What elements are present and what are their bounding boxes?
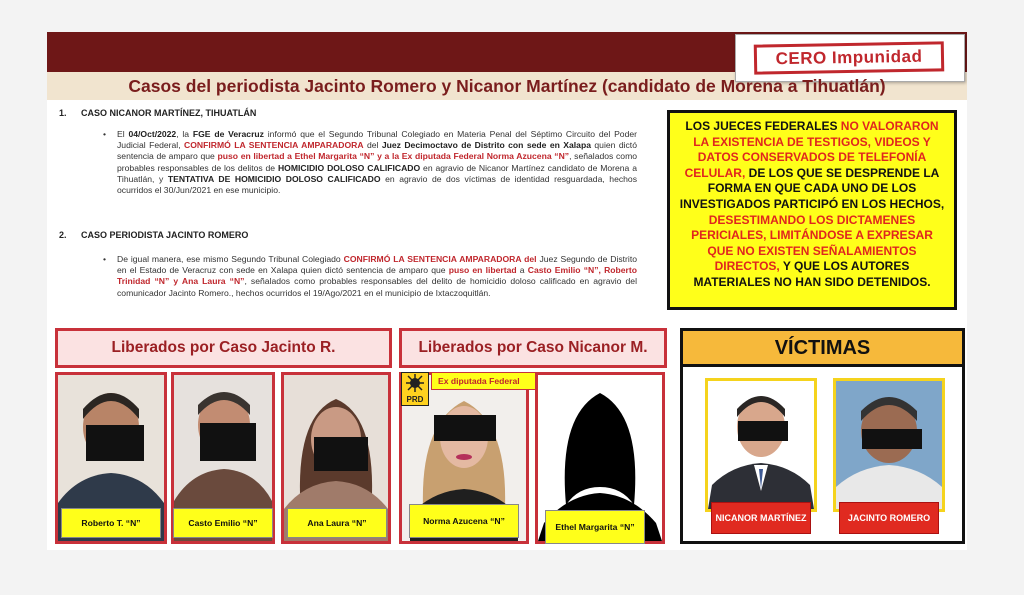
text: , señalados como probables responsables de los delitos de (117, 151, 638, 173)
text: , señalados como probables responsables del delito de homicidio doloso calificado en agravio del comunicador Jacinto Romero., hechos ocurridos el 19/Ago/2021 en el municipio de Ixtaczoquitlán. (117, 276, 637, 298)
name-ethel: Ethel Margarita “N” (545, 510, 645, 544)
photo-jacinto (833, 378, 945, 512)
name-nicanor: NICANOR MARTÍNEZ (711, 502, 811, 534)
confirm-highlight: CONFIRMÓ LA SENTENCIA AMPARADORA del (343, 254, 537, 264)
text: El (117, 129, 129, 139)
sun-icon (402, 373, 428, 393)
confirm-highlight: CONFIRMÓ LA SENTENCIA AMPARADORA (184, 140, 364, 151)
bullet-icon: • (103, 254, 107, 264)
text: del (363, 140, 382, 151)
case-1-date: 04/Oct/2022 (128, 129, 177, 139)
redaction-bar (434, 415, 496, 441)
nicanor-released-banner: Liberados por Caso Nicanor M. (399, 328, 667, 368)
text: Juez Segundo de Distrito en el Estado de Veracruz con sede en Xalapa quien dictó sentencia de amparo que (117, 254, 637, 276)
text: , la (176, 129, 193, 139)
text: en agravio de dos víctimas de identidad resguardada, hechos ocurridos el 30/Jun/2021 en ese municipio. (117, 173, 637, 196)
prd-logo-icon (401, 372, 429, 406)
case-2-paragraph (103, 254, 638, 299)
callout-highlight: DESESTIMANDO LOS DICTAMENES PERICIALES, LIMITÁNDOSE A EXPRESAR QUE NO EXISTEN SEÑALAMIENTOS DIRECTOS, (691, 212, 933, 274)
release-highlight: puso en libertad a Ethel Margarita “N” y a la Ex diputada Federal Norma Azucena “N” (217, 151, 570, 162)
name-norma: Norma Azucena “N” (409, 504, 519, 538)
case-2-number: 2. (59, 230, 67, 240)
case-1-title: CASO NICANOR MARTÍNEZ, TIHUATLÁN (81, 108, 257, 118)
person-silhouette-icon (708, 381, 814, 509)
redaction-bar (862, 429, 922, 449)
text: De igual manera, ese mismo Segundo Tribunal Colegiado (117, 254, 344, 264)
photo-nicanor (705, 378, 817, 512)
name-roberto: Roberto T. “N” (61, 508, 161, 538)
prd-label: PRD (406, 395, 424, 404)
slide (47, 32, 967, 550)
release-highlight: puso en libertad (448, 265, 517, 276)
cero-impunidad-badge (735, 34, 965, 82)
redaction-bar (200, 423, 256, 461)
redaction-bar (738, 421, 788, 441)
released-names: Casto Emilio “N”, Roberto Trinidad “N” y Ana Laura “N” (117, 265, 638, 287)
cero-impunidad-stamp: CERO Impunidad (754, 41, 944, 74)
name-ana: Ana Laura “N” (287, 508, 387, 538)
crime-name-2: TENTATIVA DE HOMICIDIO DOLOSO CALIFICADO (167, 173, 381, 184)
callout-text: DE LOS QUE SE DESPRENDE LA FORMA EN QUE CADA UNO DE LOS INVESTIGADOS PARTICIPÓ EN LOS HECHOS, (679, 165, 945, 211)
redaction-bar (314, 437, 368, 471)
callout-text: Y QUE LOS AUTORES MATERIALES NO HAN SIDO DETENIDOS. (693, 259, 931, 289)
crime-name: HOMICIDIO DOLOSO CALIFICADO (277, 162, 421, 173)
jacinto-released-banner: Liberados por Caso Jacinto R. (55, 328, 392, 368)
case-2-heading (59, 230, 248, 240)
victims-heading: VÍCTIMAS (683, 331, 962, 367)
bullet-icon: • (103, 129, 107, 139)
judge-name: Juez Decimoctavo de Distrito con sede en Xalapa (381, 140, 591, 151)
case-1-number: 1. (59, 108, 67, 118)
callout-highlight: NO VALORARON LA EXISTENCIA DE TESTIGOS, VIDEOS Y DATOS CONSERVADOS DE TELEFONÍA CELULAR, (684, 119, 939, 180)
fge-name: FGE de Veracruz (192, 129, 264, 139)
case-2-title: CASO PERIODISTA JACINTO ROMERO (81, 230, 249, 240)
text: en agravio de Nicanor Martínez candidato de Morena a Tihuatlán, y (117, 162, 637, 184)
text: informó que el Segundo Tribunal Colegiado en Materia Penal del Séptimo Circuito del Poder Judicial Federal, (117, 129, 638, 151)
callout-text: LOS JUECES FEDERALES (685, 119, 841, 133)
case-1-paragraph (103, 129, 638, 196)
judges-callout (667, 110, 957, 310)
name-jacinto: JACINTO ROMERO (839, 502, 939, 534)
text: quien dictó sentencia de amparo que (117, 140, 637, 162)
text: a (516, 265, 528, 276)
name-casto: Casto Emilio “N” (173, 508, 273, 538)
redaction-bar (86, 425, 144, 461)
ex-diputada-label: Ex diputada Federal (431, 372, 539, 390)
case-1-heading (59, 108, 256, 118)
page-title: Casos del periodista Jacinto Romero y Nicanor Martínez (candidato de Morena a Tihuatlán) (128, 76, 886, 96)
